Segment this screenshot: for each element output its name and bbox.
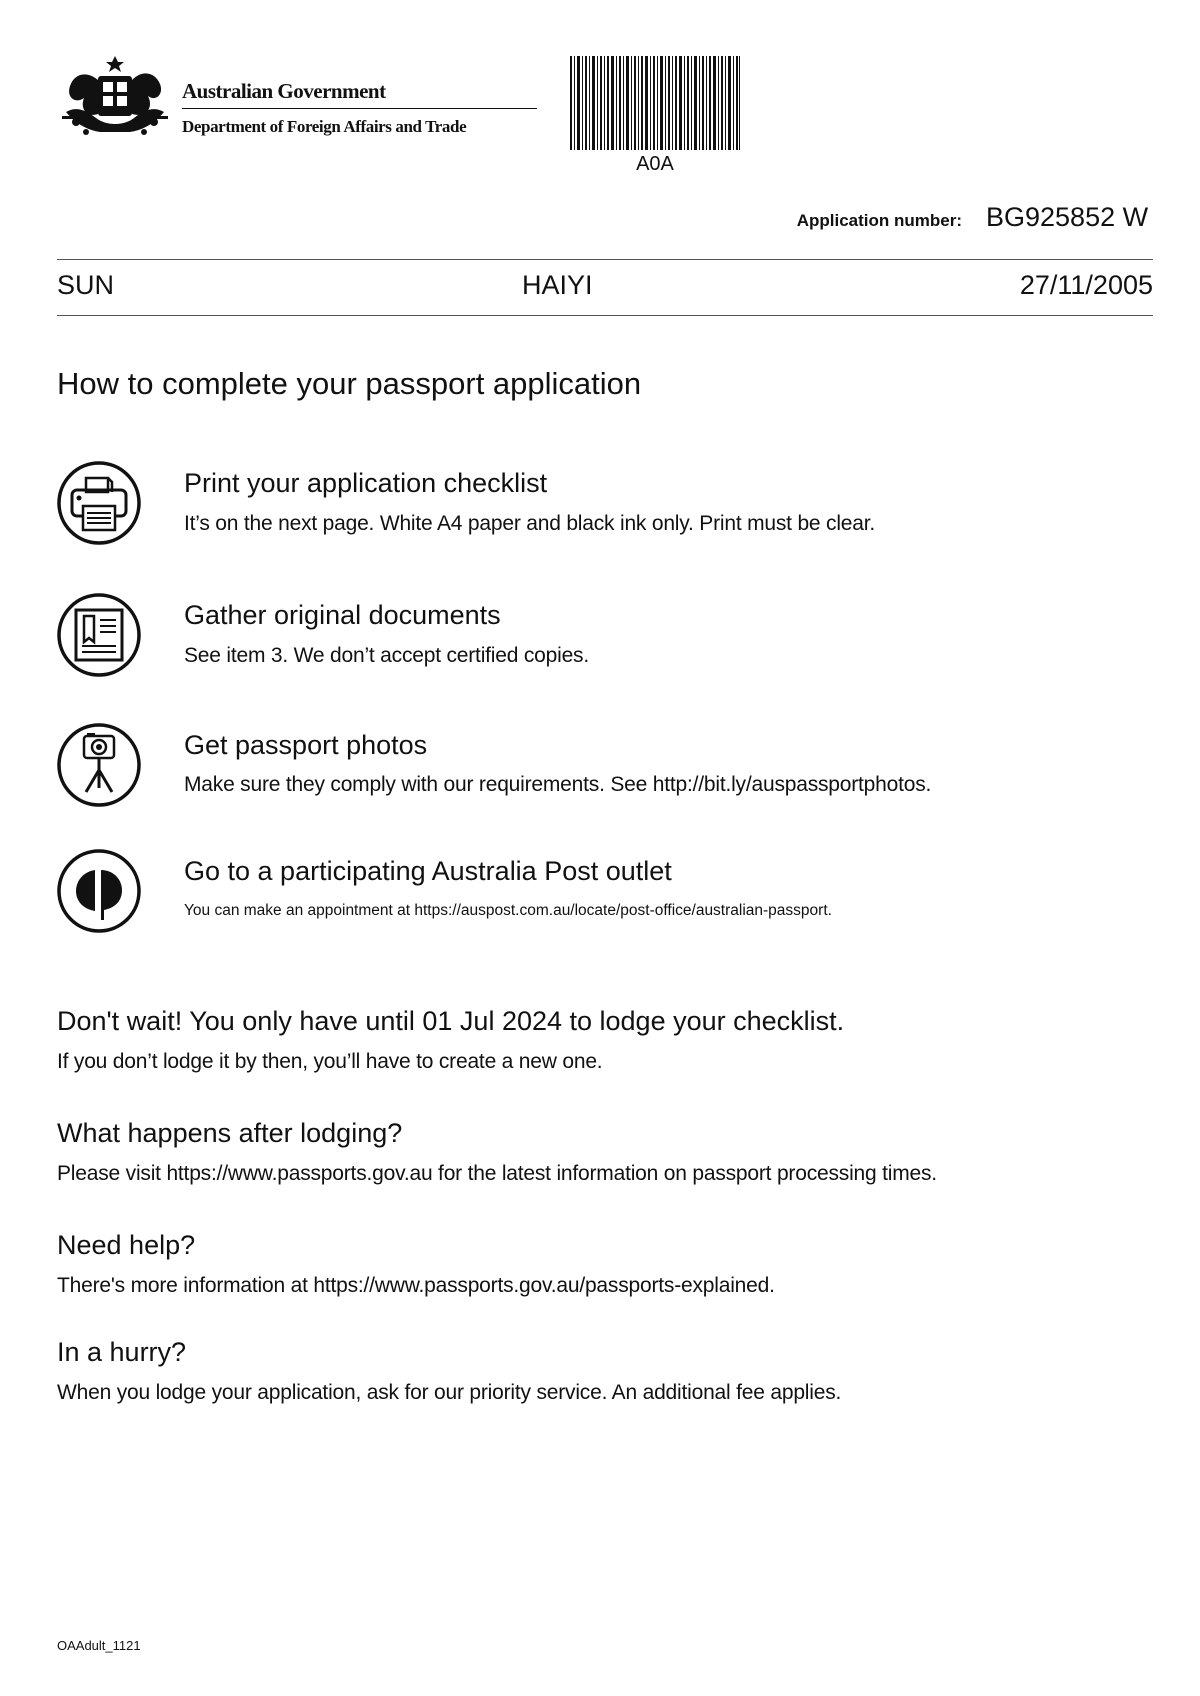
step-1-title: Print your application checklist bbox=[184, 468, 548, 498]
deadline-text: If you don’t lodge it by then, you’ll have to create a new one. bbox=[57, 1050, 603, 1073]
page-title: How to complete your passport application bbox=[57, 366, 642, 401]
barcode-label: A0A bbox=[636, 153, 674, 175]
priority-title: In a hurry? bbox=[57, 1337, 187, 1367]
step-1-description: It’s on the next page. White A4 paper and black ink only. Print must be clear. bbox=[184, 512, 876, 535]
applicant-surname: SUN bbox=[57, 270, 115, 300]
need-help-text: There's more information at https://www.passports.gov.au/passports-explained. bbox=[57, 1274, 775, 1297]
government-name: Australian Government bbox=[182, 79, 386, 103]
applicant-given-name: HAIYI bbox=[522, 270, 593, 300]
applicant-date-of-birth: 27/11/2005 bbox=[1019, 270, 1153, 300]
application-number: BG925852 W bbox=[986, 202, 1149, 232]
deadline-title: Don't wait! You only have until 01 Jul 2024 to lodge your checklist. bbox=[57, 1006, 845, 1036]
form-code: OAAdult_1121 bbox=[57, 1638, 141, 1653]
step-2-description: See item 3. We don’t accept certified copies. bbox=[184, 644, 589, 667]
department-name: Department of Foreign Affairs and Trade bbox=[182, 117, 467, 136]
divider-bottom bbox=[57, 315, 1153, 316]
after-lodging-title: What happens after lodging? bbox=[57, 1118, 403, 1148]
step-4-description: You can make an appointment at https://auspost.com.au/locate/post-office/australian-passport. bbox=[184, 902, 832, 919]
step-2-title: Gather original documents bbox=[184, 600, 501, 630]
after-lodging-text: Please visit https://www.passports.gov.au for the latest information on passport processing times. bbox=[57, 1162, 937, 1185]
priority-text: When you lodge your application, ask for our priority service. An additional fee applies. bbox=[57, 1381, 842, 1404]
coat-of-arms-logo bbox=[56, 52, 174, 144]
need-help-title: Need help? bbox=[57, 1230, 196, 1260]
australia-post-icon bbox=[56, 848, 142, 934]
documents-icon bbox=[56, 592, 142, 678]
barcode bbox=[570, 56, 740, 150]
step-3-description: Make sure they comply with our requirements. See http://bit.ly/auspassportphotos. bbox=[184, 773, 932, 796]
camera-icon bbox=[56, 722, 142, 808]
government-identity bbox=[182, 78, 537, 137]
step-3-title: Get passport photos bbox=[184, 730, 428, 760]
divider-top bbox=[57, 259, 1153, 260]
government-divider bbox=[182, 108, 537, 109]
application-number-label: Application number: bbox=[796, 211, 962, 230]
printer-icon bbox=[56, 460, 142, 546]
step-4-title: Go to a participating Australia Post outlet bbox=[184, 856, 672, 886]
